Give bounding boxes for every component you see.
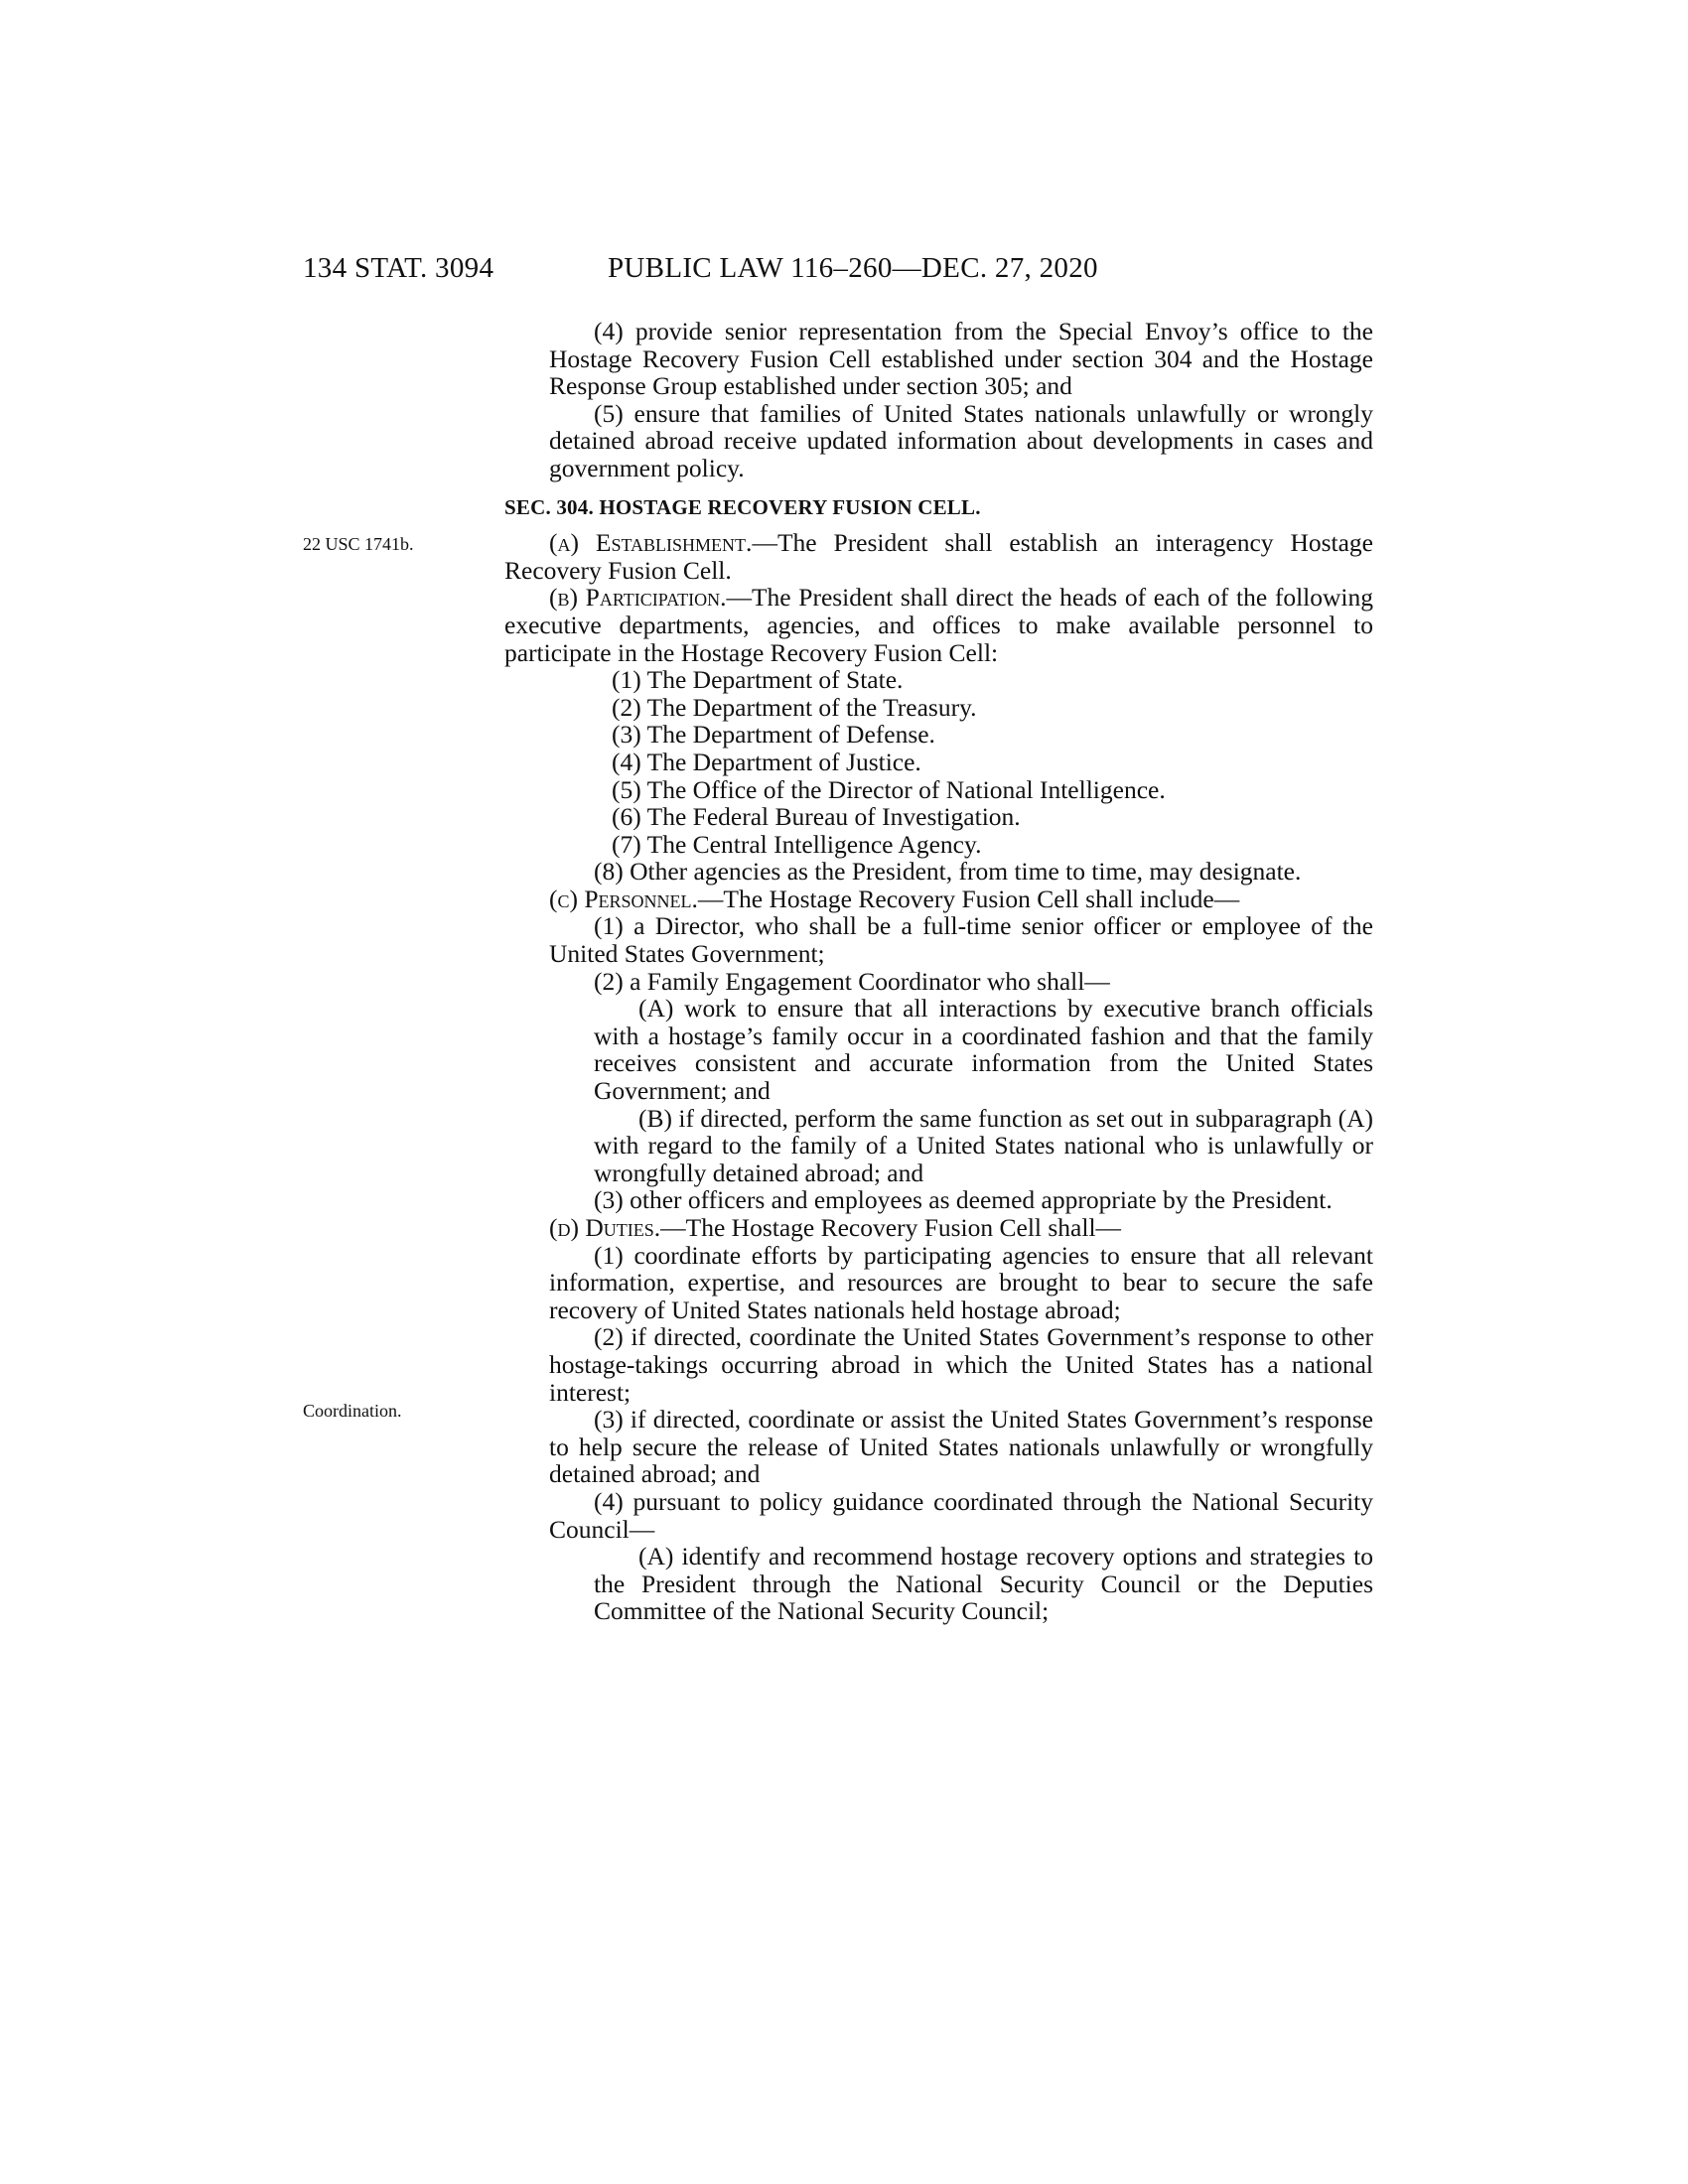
- subsection-c: [504, 886, 1373, 913]
- subparagraph-c-2-b: (B) if directed, perform the same function as set out in subparagraph (A) with regard to the family of a United States national who is unlawfully or wrongfully detained abroad; and: [594, 1103, 1373, 1187]
- subsection-a: [504, 529, 1373, 584]
- document-body: [504, 318, 1373, 1625]
- subsection-b-text: —The President shall direct the heads of each of the following executive departments, agencies, and offices to make available personnel to participate in the Hostage Recovery Fusion Cell:: [504, 583, 1373, 667]
- list-item: (7) The Central Intelligence Agency.: [612, 829, 982, 859]
- list-item: (1) The Department of State.: [612, 665, 904, 695]
- subsection-a-text: —The President shall establish an interagency Hostage Recovery Fusion Cell.: [504, 528, 1374, 585]
- margin-note-coordination: Coordination.: [303, 1401, 402, 1421]
- page-header: [303, 250, 1326, 286]
- paragraph-d-1: (1) coordinate efforts by participating agencies to ensure that all relevant information, expertise, and resources are brought to bear to secure the safe recovery of United States nationals held hostage abroad;: [549, 1240, 1373, 1324]
- list-item: (2) The Department of the Treasury.: [612, 692, 977, 722]
- public-law-title: PUBLIC LAW 116–260—DEC. 27, 2020: [608, 252, 1098, 284]
- subparagraph-c-2-a: (A) work to ensure that all interactions by executive branch officials with a hostage’s family occur in a coordinated fashion and that the family receives consistent and accurate information from the United States Government; and: [594, 994, 1373, 1106]
- paragraph-c-1: (1) a Director, who shall be a full-time senior officer or employee of the United States Government;: [549, 911, 1373, 969]
- margin-note-usc: 22 USC 1741b.: [303, 534, 414, 554]
- paragraph-d-2: (2) if directed, coordinate the United States Government’s response to other hostage-takings occurring abroad in which the United States has a national interest;: [549, 1322, 1373, 1407]
- paragraph-4: (4) provide senior representation from the Special Envoy’s office to the Hostage Recovery Fusion Cell established under section 304 and the Hostage Response Group established under section 305; and: [549, 317, 1373, 401]
- subsection-c-heading: (c) Personnel.: [549, 884, 698, 913]
- paragraph-d-3: (3) if directed, coordinate or assist the United States Government’s response to help secure the release of United States nationals unlawfully or wrongfully detained abroad; and: [549, 1405, 1373, 1489]
- paragraph-d-4: (4) pursuant to policy guidance coordinated through the National Security Council—: [549, 1486, 1373, 1544]
- paragraph-c-2: (2) a Family Engagement Coordinator who shall—: [594, 966, 1110, 996]
- subsection-d: [504, 1214, 1373, 1242]
- list-item: (4) The Department of Justice.: [612, 747, 921, 776]
- list-item: (5) The Office of the Director of National Intelligence.: [612, 774, 1166, 804]
- paragraph-c-3: (3) other officers and employees as deemed appropriate by the President.: [594, 1185, 1333, 1215]
- subsection-b: [504, 584, 1373, 666]
- paragraph-5: (5) ensure that families of United States nationals unlawfully or wrongly detained abroad receive updated information about developments in cases and government policy.: [549, 398, 1373, 482]
- subsection-b-heading: (b) Participation.: [549, 583, 727, 613]
- subsection-d-text: —The Hostage Recovery Fusion Cell shall—: [660, 1213, 1122, 1242]
- list-item: (6) The Federal Bureau of Investigation.: [612, 802, 1021, 832]
- subsection-c-text: —The Hostage Recovery Fusion Cell shall include—: [697, 884, 1240, 913]
- statute-page-reference: 134 STAT. 3094: [303, 252, 494, 284]
- subsection-d-heading: (d) Duties.: [549, 1213, 661, 1242]
- section-heading: SEC. 304. HOSTAGE RECOVERY FUSION CELL.: [504, 494, 981, 519]
- subparagraph-d-4-a: (A) identify and recommend hostage recovery options and strategies to the President through the National Security Council or the Deputies Committee of the National Security Council;: [594, 1542, 1373, 1626]
- list-item-8: (8) Other agencies as the President, from time to time, may designate.: [594, 857, 1302, 887]
- subsection-a-heading: (a) Establishment.: [549, 528, 753, 558]
- list-item: (3) The Department of Defense.: [612, 720, 935, 750]
